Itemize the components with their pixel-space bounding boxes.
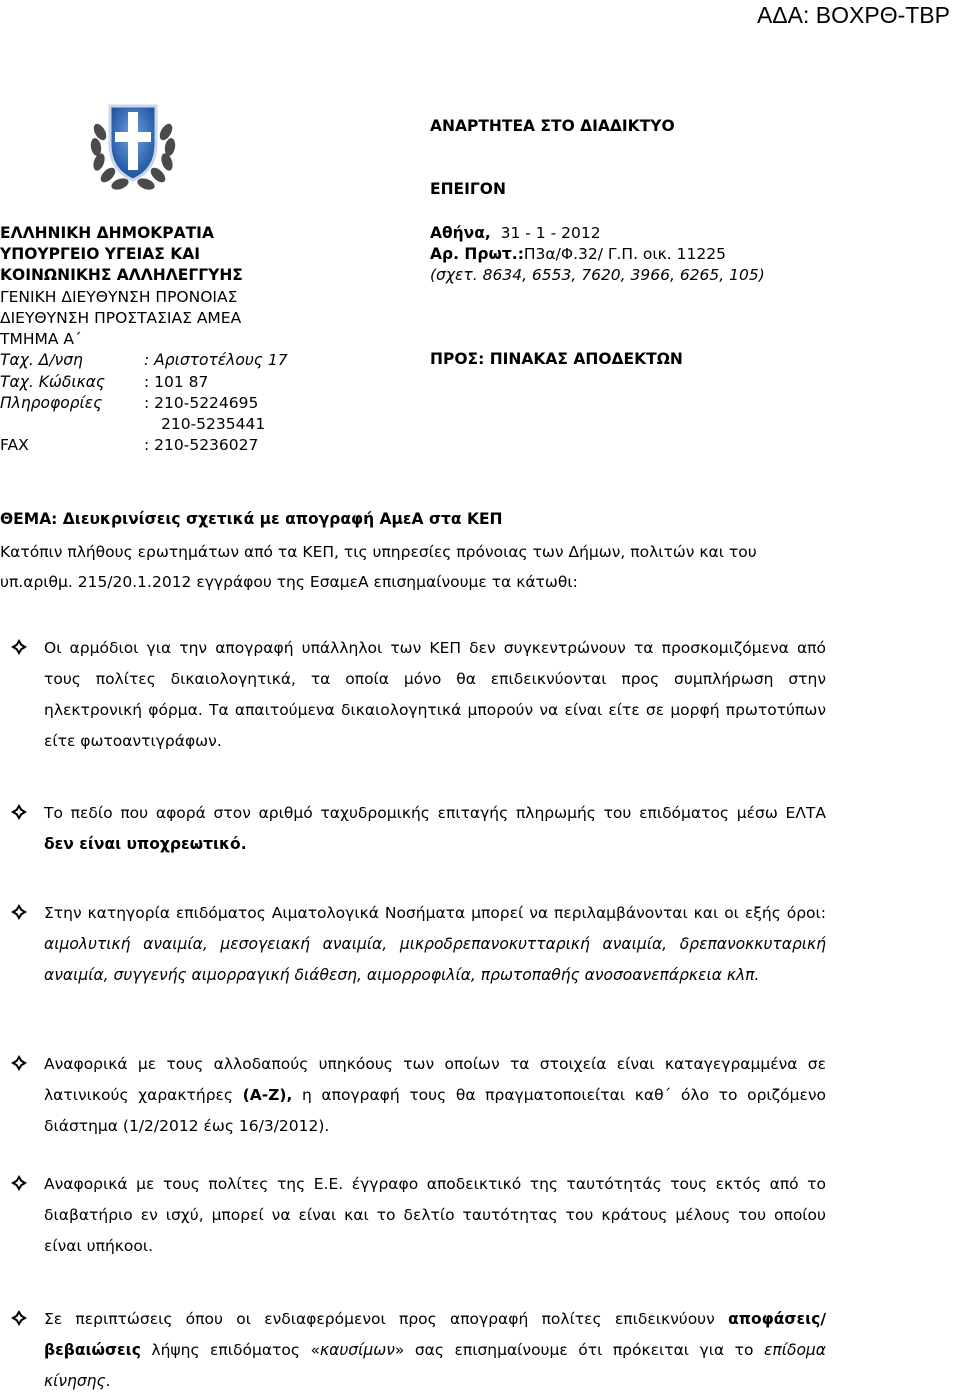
date-row bbox=[430, 223, 601, 245]
bullet-2-bold: δεν είναι υποχρεωτικό. bbox=[44, 835, 247, 853]
postcode-value: : 101 87 bbox=[144, 373, 209, 391]
info-value-2: 210-5235441 bbox=[161, 415, 266, 433]
bullet-6-italic-2: επίδομα κίνησης bbox=[44, 1341, 826, 1390]
bullet-paragraph-4 bbox=[44, 1049, 826, 1142]
greek-emblem bbox=[86, 92, 180, 192]
sender-line: ΓΕΝΙΚΗ ΔΙΕΥΘΥΝΣΗ ΠΡΟΝΟΙΑΣ bbox=[0, 288, 238, 306]
sender-line: ΥΠΟΥΡΓΕΙΟ ΥΓΕΙΑΣ ΚΑΙ bbox=[0, 245, 200, 263]
postcode-label: Ταχ. Κώδικας bbox=[0, 373, 106, 391]
fax-row bbox=[0, 435, 258, 457]
subject bbox=[0, 510, 503, 528]
info-label: Πληροφορίες bbox=[0, 394, 103, 412]
diamond-bullet-icon bbox=[10, 638, 28, 656]
address-value: : Αριστοτέλους 17 bbox=[144, 351, 288, 369]
intro-paragraph: Κατόπιν πλήθους ερωτημάτων από τα ΚΕΠ, τις υπηρεσίες πρόνοιας των Δήμων, πολιτών και του υπ.αριθμ. 215/20.1.2012 εγγράφου της ΕσαμεΑ επισημαίνουμε τα κάτωθι: bbox=[0, 543, 757, 591]
related-row bbox=[430, 265, 765, 287]
date-value: 31 - 1 - 2012 bbox=[500, 224, 601, 242]
protocol-label: Αρ. Πρωτ.: bbox=[430, 245, 524, 263]
protocol-value: Π3α/Φ.32/ Γ.Π. οικ. 11225 bbox=[523, 245, 726, 263]
fax-label: FAX bbox=[0, 436, 29, 454]
bullet-4-bold: (A-Z), bbox=[242, 1086, 293, 1104]
sender-line: ΚΟΙΝΩΝΙΚΗΣ ΑΛΛΗΛΕΓΓΥΗΣ bbox=[0, 266, 243, 284]
sender-line: ΔΙΕΥΘΥΝΣΗ ΠΡΟΣΤΑΣΙΑΣ ΑΜΕΑ bbox=[0, 309, 242, 327]
info-value: : 210-5224695 bbox=[144, 394, 259, 412]
bullet-2-text: Το πεδίο που αφορά στον αριθμό ταχυδρομικής επιταγής πληρωμής του επιδόματος μέσω ΕΛΤΑ bbox=[44, 804, 826, 822]
subject-text: Διευκρινίσεις σχετικά με απογραφή ΑμεΑ στα ΚΕΠ bbox=[62, 510, 503, 528]
diamond-bullet-icon bbox=[10, 803, 28, 821]
protocol-row bbox=[430, 244, 726, 266]
related-value: 8634, 6553, 7620, 3966, 6265, 105) bbox=[482, 266, 765, 284]
bullet-6-text: Σε περιπτώσεις όπου οι ενδιαφερόμενοι προς απογραφή πολίτες επιδεικνύουν bbox=[44, 1310, 729, 1328]
bullet-paragraph-3 bbox=[44, 898, 826, 991]
bullet-paragraph-1: Οι αρμόδιοι για την απογραφή υπάλληλοι των ΚΕΠ δεν συγκεντρώνουν τα προσκομιζόμενα από τους πολίτες δικαιολογητικά, τα οποία μόνο θα επιδεικνύονται προς συμπλήρωση στην ηλεκτρονική φόρμα. Τα απαιτούμενα δικαιολογητικά μπορούν να είναι είτε σε μορφή πρωτοτύπων είτε φωτοαντιγράφων. bbox=[44, 639, 826, 750]
diamond-bullet-icon bbox=[10, 1309, 28, 1327]
address-row bbox=[0, 350, 288, 372]
bullet-3-italic: αιμολυτική αναιμία, μεσογειακή αναιμία, μικροδρεπανοκυτταρική αναιμία, δρεπανοκκυταρική αναιμία, συγγενής αιμορραγική διάθεση, αιμορροφιλία, πρωτοπαθής ανοσοανεπάρκεια κλπ. bbox=[44, 935, 826, 984]
bullet-paragraph-5: Αναφορικά με τους πολίτες της Ε.Ε. έγγραφο αποδεικτικό της ταυτότητάς τους εκτός από το διαβατήριο εν ισχύ, μπορεί να είναι και το δελτίο ταυτότητας του κράτους μέλους του οποίου είναι υπήκοοι. bbox=[44, 1175, 826, 1255]
posting-note: ΑΝΑΡΤΗΤΕΑ ΣΤΟ ΔΙΑΔΙΚΤΥΟ bbox=[430, 117, 675, 135]
bullet-6-bold: αποφάσεις/βεβαιώσεις bbox=[44, 1310, 826, 1359]
sender-line: ΤΜΗΜΑ Α΄ bbox=[0, 330, 82, 348]
bullet-6-mid2: » σας επισημαίνουμε ότι πρόκειται για το bbox=[394, 1341, 764, 1359]
bullet-4-tail: η απογραφή τους θα πραγματοποιείται καθ΄ όλο το οριζόμενο διάστημα (1/2/2012 έως 16/3/2012). bbox=[44, 1086, 826, 1135]
bullet-6-mid: λήψης επιδόματος « bbox=[140, 1341, 320, 1359]
bullet-paragraph-2 bbox=[44, 798, 826, 860]
address-label: Ταχ. Δ/νση bbox=[0, 351, 83, 369]
urgent-label: ΕΠΕΙΓΟΝ bbox=[430, 180, 506, 198]
subject-label: ΘΕΜΑ: bbox=[0, 510, 58, 528]
bullet-4-text: Αναφορικά με τους αλλοδαπούς υπηκόους των οποίων τα στοιχεία είναι καταγεγραμμένα σε λατινικούς χαρακτήρες bbox=[44, 1055, 826, 1104]
bullet-paragraph-6 bbox=[44, 1304, 826, 1397]
date-label: Αθήνα, bbox=[430, 224, 491, 242]
ada-code: ΑΔΑ: ΒΟΧΡΘ-ΤΒΡ bbox=[756, 2, 950, 28]
diamond-bullet-icon bbox=[10, 1054, 28, 1072]
sender-line: ΕΛΛΗΝΙΚΗ ΔΗΜΟΚΡΑΤΙΑ bbox=[0, 224, 214, 242]
recipient: ΠΡΟΣ: ΠΙΝΑΚΑΣ ΑΠΟΔΕΚΤΩΝ bbox=[430, 350, 683, 368]
diamond-bullet-icon bbox=[10, 1174, 28, 1192]
bullet-3-text: Στην κατηγορία επιδόματος Αιματολογικά Νοσήματα μπορεί να περιλαμβάνονται και οι εξής όροι: bbox=[44, 904, 826, 922]
postcode-row bbox=[0, 372, 208, 394]
fax-value: : 210-5236027 bbox=[144, 436, 259, 454]
related-label: (σχετ. bbox=[430, 266, 478, 284]
bullet-6-end: . bbox=[105, 1372, 111, 1390]
bullet-6-italic: καυσίμων bbox=[319, 1341, 395, 1359]
info-row bbox=[0, 393, 258, 415]
diamond-bullet-icon bbox=[10, 903, 28, 921]
